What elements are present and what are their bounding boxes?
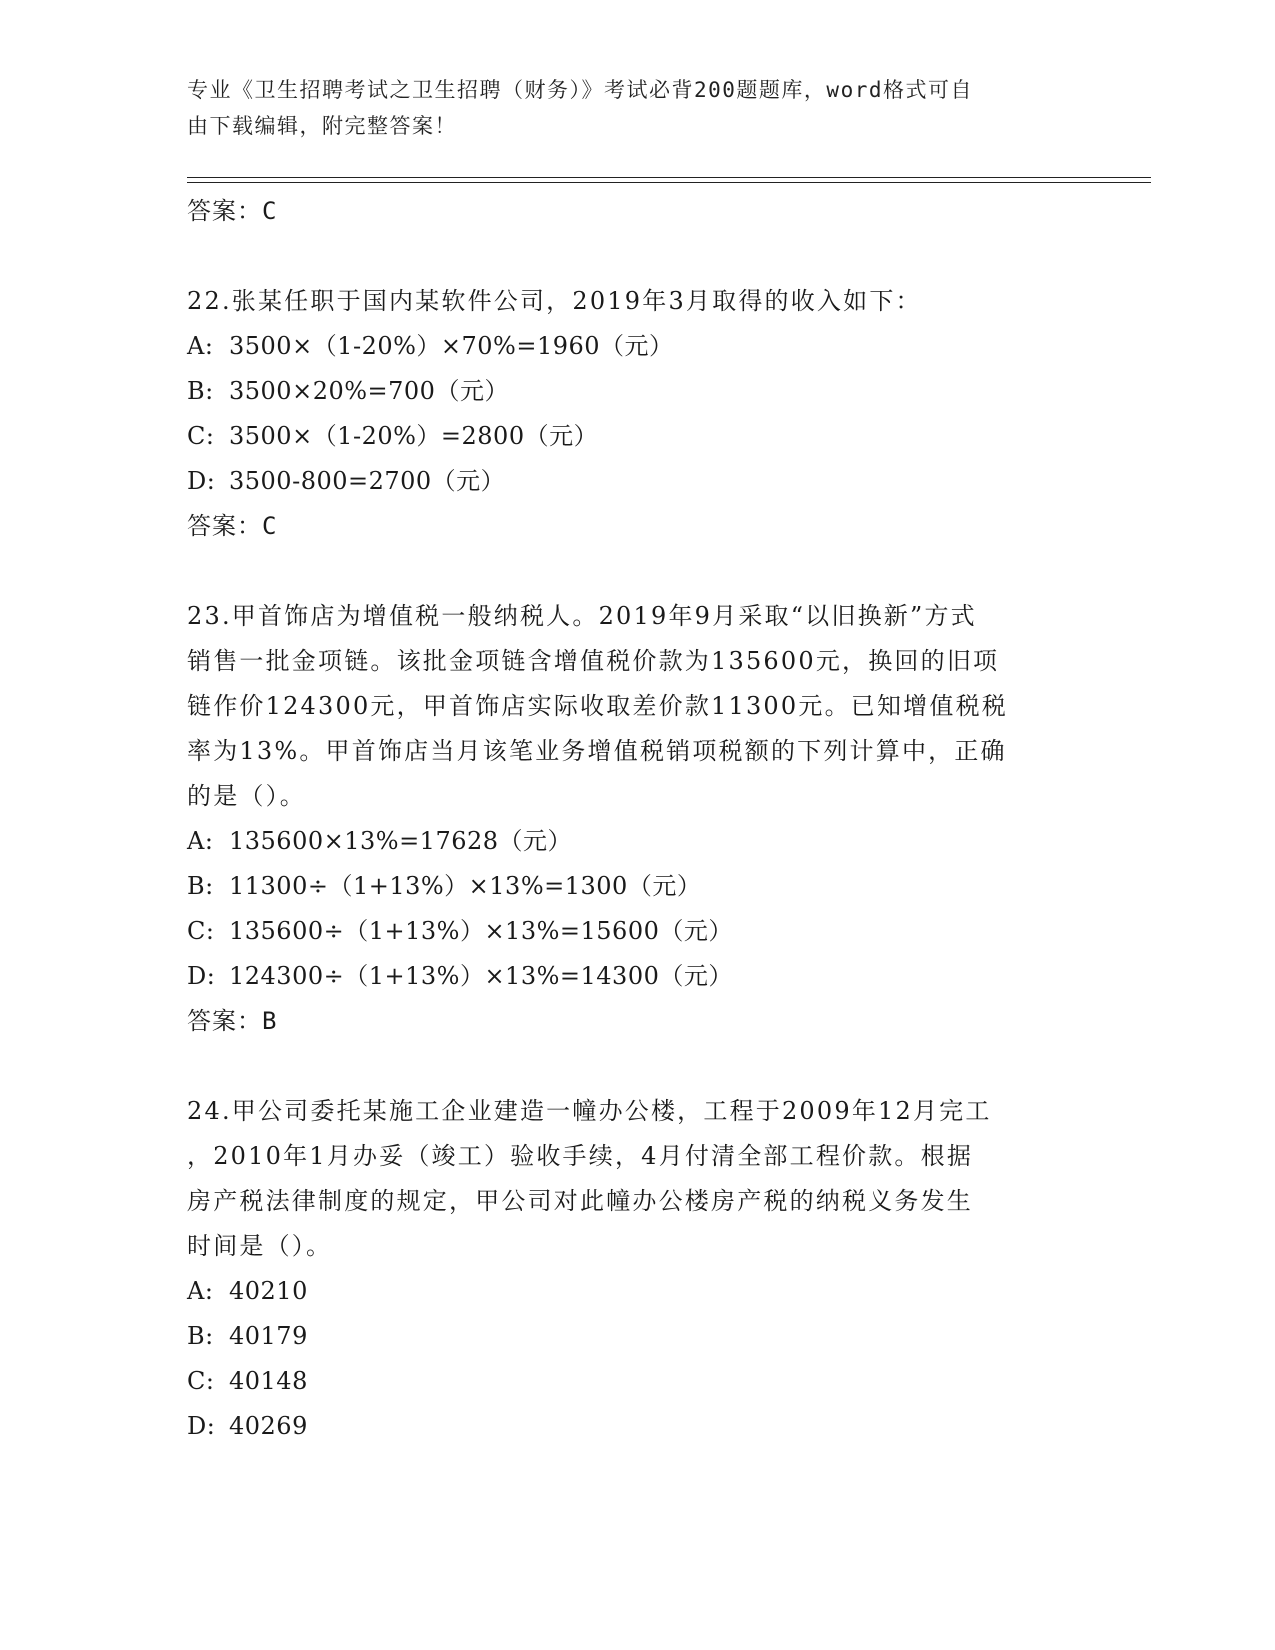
option-a	[187, 819, 1087, 864]
option-text: 40269	[229, 1412, 308, 1440]
option-text: 3500×20%=700（元）	[229, 377, 509, 405]
option-text: 40210	[229, 1277, 308, 1305]
header-divider-top	[187, 177, 1151, 178]
option-key: B:	[187, 1322, 214, 1350]
option-text: 3500×（1-20%）×70%=1960（元）	[229, 332, 674, 360]
header-line-1: 专业《卫生招聘考试之卫生招聘（财务）》考试必背200题题库，word格式可自	[187, 78, 973, 102]
question-stem-line: 时间是（）。	[187, 1232, 333, 1260]
previous-answer: 答案：C	[187, 197, 278, 225]
option-key: D:	[187, 1412, 216, 1440]
option-d	[187, 1404, 1087, 1449]
question-list	[187, 189, 1087, 1449]
option-key: A:	[187, 332, 214, 360]
question-stem-line: 链作价124300元，甲首饰店实际收取差价款11300元。已知增值税税	[187, 692, 1008, 720]
option-text: 40179	[229, 1322, 308, 1350]
question-stem-line: 24.甲公司委托某施工企业建造一幢办公楼，工程于2009年12月完工	[187, 1097, 992, 1125]
option-text: 135600÷（1+13%）×13%=15600（元）	[229, 917, 733, 945]
answer-line: 答案：B	[187, 1007, 278, 1035]
option-b	[187, 369, 1087, 414]
option-text: 3500×（1-20%）=2800（元）	[229, 422, 599, 450]
question-stem-line: 率为13%。甲首饰店当月该笔业务增值税销项税额的下列计算中，正确	[187, 737, 1007, 765]
option-a	[187, 324, 1087, 369]
header-divider-bottom	[187, 182, 1151, 183]
option-key: D:	[187, 962, 216, 990]
option-key: C:	[187, 422, 215, 450]
option-b	[187, 1314, 1087, 1359]
option-text: 124300÷（1+13%）×13%=14300（元）	[229, 962, 733, 990]
question-stem-line: ，2010年1月办妥（竣工）验收手续，4月付清全部工程价款。根据	[187, 1142, 974, 1170]
option-c	[187, 1359, 1087, 1404]
option-d	[187, 459, 1087, 504]
option-text: 135600×13%=17628（元）	[229, 827, 573, 855]
question-stem-line: 的是（）。	[187, 782, 306, 810]
option-key: C:	[187, 917, 215, 945]
option-key: B:	[187, 872, 214, 900]
option-c	[187, 909, 1087, 954]
question-stem-line: 23.甲首饰店为增值税一般纳税人。2019年9月采取“以旧换新”方式	[187, 602, 977, 630]
option-text: 11300÷（1+13%）×13%=1300（元）	[229, 872, 702, 900]
option-a	[187, 1269, 1087, 1314]
option-d	[187, 954, 1087, 999]
option-b	[187, 864, 1087, 909]
option-key: A:	[187, 827, 214, 855]
question-22	[187, 279, 1087, 549]
option-key: D:	[187, 467, 216, 495]
question-23	[187, 594, 1087, 1044]
option-text: 40148	[229, 1367, 308, 1395]
question-24	[187, 1089, 1087, 1449]
option-key: C:	[187, 1367, 215, 1395]
option-c	[187, 414, 1087, 459]
option-text: 3500-800=2700（元）	[229, 467, 506, 495]
option-key: A:	[187, 1277, 214, 1305]
option-key: B:	[187, 377, 214, 405]
question-stem-line: 销售一批金项链。该批金项链含增值税价款为135600元，换回的旧项	[187, 647, 1000, 675]
answer-line: 答案：C	[187, 512, 278, 540]
header-line-2: 由下载编辑，附完整答案！	[187, 114, 457, 138]
question-stem-line: 房产税法律制度的规定，甲公司对此幢办公楼房产税的纳税义务发生	[187, 1187, 973, 1215]
document-header	[187, 72, 1067, 144]
question-stem-line: 22.张某任职于国内某软件公司，2019年3月取得的收入如下：	[187, 287, 922, 315]
